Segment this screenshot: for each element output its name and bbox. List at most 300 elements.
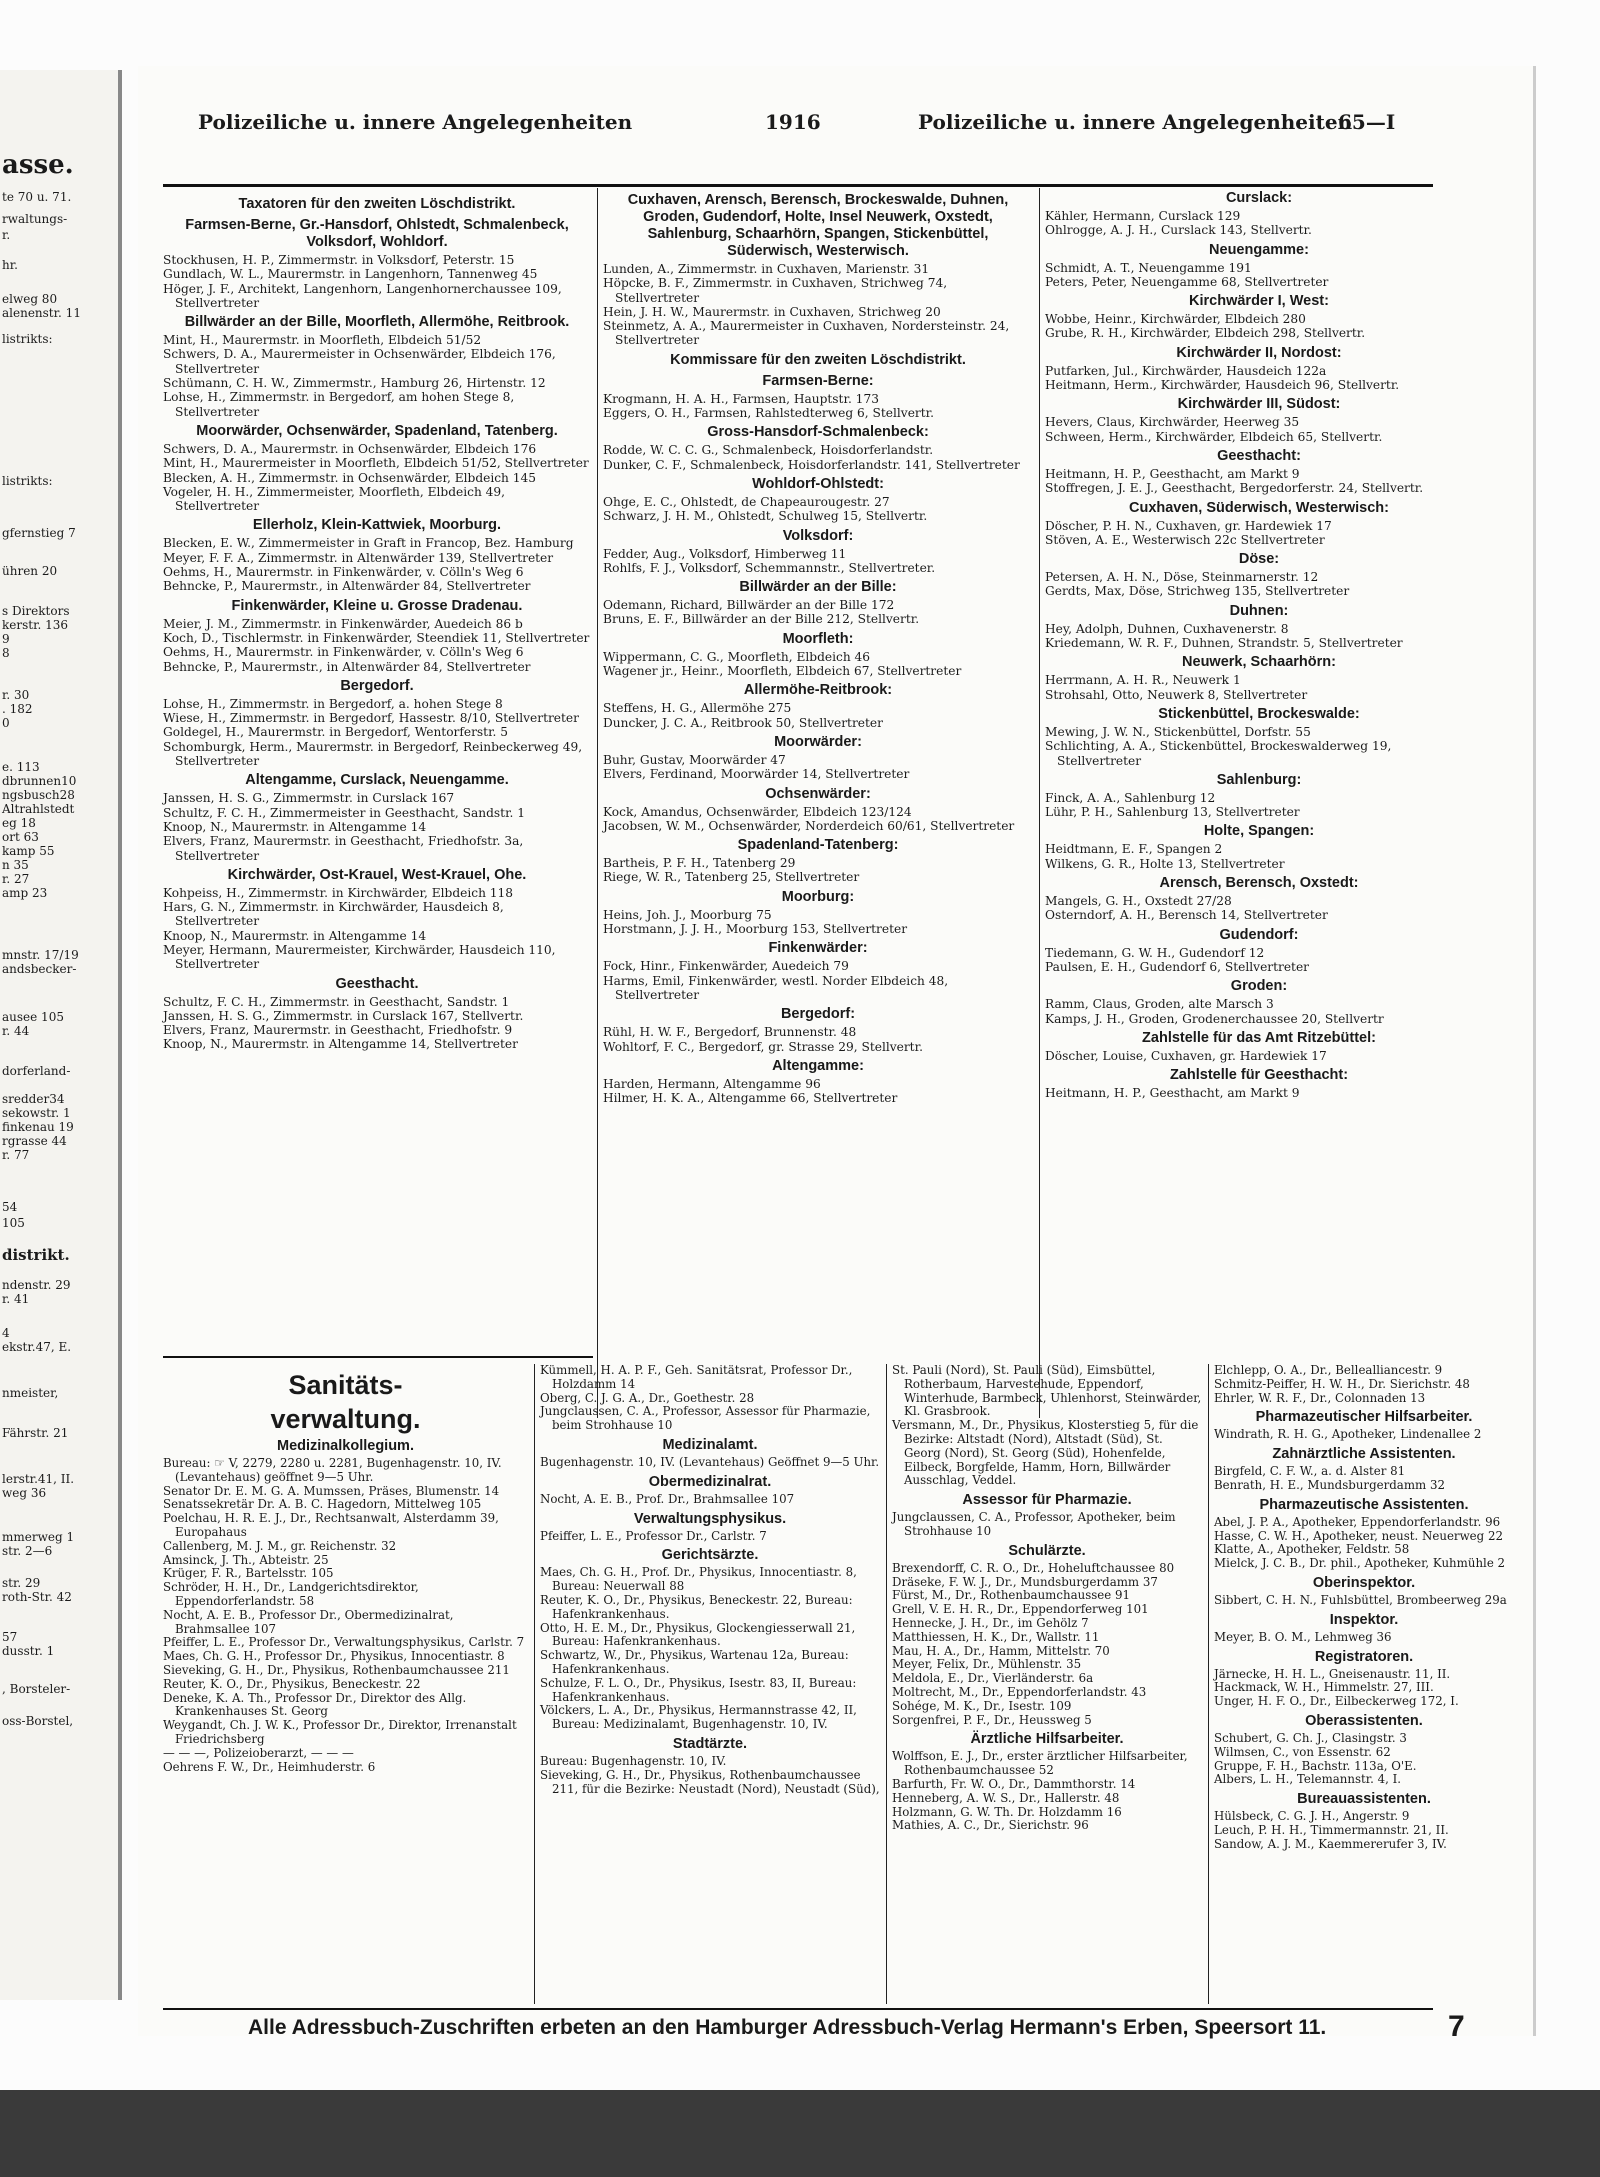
fragment-text: str. 2—6 bbox=[2, 1544, 53, 1558]
directory-entry: Schwers, D. A., Maurermeister in Ochsenwärder, Elbdeich 176, Stellvertreter bbox=[163, 347, 556, 376]
directory-entry: Unger, H. F. O., Dr., Eilbeckerweg 172, I. bbox=[1214, 1694, 1459, 1709]
directory-entry: Sibbert, C. H. N., Fuhlsbüttel, Brombeerweg 29a bbox=[1214, 1592, 1507, 1607]
directory-entry: Oehms, H., Maurermstr. in Finkenwärder, v. Cölln's Weg 6 bbox=[163, 645, 524, 660]
directory-entry: Kähler, Hermann, Curslack 129 bbox=[1045, 209, 1241, 223]
directory-entry: Schomburgk, Herm., Maurermstr. in Bergedorf, Reinbeckerweg 49, Stellvertreter bbox=[163, 739, 583, 769]
section-heading: Volksdorf: bbox=[782, 527, 854, 544]
page-header bbox=[138, 110, 1533, 150]
section-heading: Obermedizinalrat. bbox=[648, 1473, 772, 1490]
section-heading: Cuxhaven, Süderwisch, Westerwisch: bbox=[1128, 499, 1389, 516]
fragment-text: alenenstr. 11 bbox=[2, 306, 81, 320]
section-heading: Verwaltungsphysikus. bbox=[633, 1510, 787, 1527]
directory-entry: Lohse, H., Zimmermstr. in Bergedorf, am hohen Stege 8, Stellvertreter bbox=[163, 390, 515, 419]
directory-entry: Hackmack, W. H., Himmelstr. 27, III. bbox=[1214, 1680, 1434, 1695]
directory-entry: Senator Dr. E. M. G. A. Mumssen, Präses, Blumenstr. 14 bbox=[163, 1483, 500, 1498]
directory-entry: Kriedemann, W. R. F., Duhnen, Strandstr. 5, Stellvertreter bbox=[1045, 636, 1403, 651]
column-divider bbox=[886, 1364, 887, 2004]
directory-entry: Reuter, K. O., Dr., Physikus, Beneckestr. 22 bbox=[163, 1676, 421, 1691]
directory-entry: Callenberg, M. J. M., gr. Reichenstr. 32 bbox=[163, 1538, 397, 1553]
fragment-text: gfernstieg 7 bbox=[2, 526, 76, 540]
directory-entry: Sieveking, G. H., Dr., Physikus, Rothenbaumchaussee 211 bbox=[163, 1662, 510, 1677]
directory-entry: Gerdts, Max, Döse, Strichweg 135, Stellvertreter bbox=[1045, 584, 1350, 599]
directory-entry: Nocht, A. E. B., Prof. Dr., Brahmsallee 107 bbox=[540, 1491, 795, 1506]
directory-entry: Mint, H., Maurermeister in Moorfleth, Elbdeich 51/52, Stellvertreter bbox=[163, 456, 589, 471]
directory-entry: Döscher, P. H. N., Cuxhaven, gr. Hardewiek 17 bbox=[1045, 518, 1332, 533]
section-heading: Finkenwärder: bbox=[768, 940, 868, 957]
section-heading: Gerichtsärzte. bbox=[661, 1547, 759, 1564]
directory-entry: Deneke, K. A. Th., Professor Dr., Direktor des Allg. Krankenhauses St. Georg bbox=[163, 1690, 467, 1719]
directory-entry: Harms, Emil, Finkenwärder, westl. Norder Elbdeich 48, Stellvertreter bbox=[603, 973, 949, 1002]
section-heading: Taxatoren für den zweiten Löschdistrikt. bbox=[238, 196, 516, 212]
directory-entry: Schultz, F. C. H., Zimmermstr. in Geesthacht, Sandstr. 1 bbox=[163, 994, 510, 1009]
directory-entry: Krogmann, H. A. H., Farmsen, Hauptstr. 173 bbox=[603, 391, 879, 406]
fragment-text: 54 bbox=[2, 1200, 18, 1214]
directory-entry: Schween, Herm., Kirchwärder, Elbdeich 65, Stellvertr. bbox=[1045, 429, 1383, 444]
fragment-text: elweg 80 bbox=[2, 292, 58, 306]
directory-entry: Odemann, Richard, Billwärder an der Bille 172 bbox=[603, 598, 895, 613]
fragment-text: dusstr. 1 bbox=[2, 1644, 55, 1658]
section-heading: Holte, Spangen: bbox=[1203, 823, 1315, 840]
directory-entry: Bartheis, P. F. H., Tatenberg 29 bbox=[603, 856, 796, 871]
directory-entry: Moltrecht, M., Dr., Eppendorferlandstr. 43 bbox=[892, 1684, 1147, 1699]
section-heading: Altengamme, Curslack, Neuengamme. bbox=[245, 772, 509, 789]
directory-entry: Vogeler, H. H., Zimmermeister, Moorfleth, Elbdeich 49, Stellvertreter bbox=[163, 484, 506, 514]
directory-entry: Hey, Adolph, Duhnen, Cuxhavenerstr. 8 bbox=[1045, 621, 1289, 636]
fragment-text: andsbecker- bbox=[2, 962, 77, 976]
directory-entry: Schwartz, W., Dr., Physikus, Wartenau 12a, Bureau: Hafenkrankenhaus. bbox=[540, 1648, 849, 1676]
section-heading: Spadenland-Tatenberg: bbox=[737, 837, 899, 854]
directory-entry: Oehms, H., Maurermstr. in Finkenwärder, v. Cölln's Weg 6 bbox=[163, 565, 524, 580]
section-heading: Ellerholz, Klein-Kattwiek, Moorburg. bbox=[252, 517, 502, 534]
directory-entry: Meldola, E., Dr., Vierländerstr. 6a bbox=[892, 1671, 1094, 1686]
fragment-text: rgrasse 44 bbox=[2, 1134, 67, 1148]
section-heading: Moorwärder, Ochsenwärder, Spadenland, Tatenberg. bbox=[196, 422, 558, 439]
directory-entry: Amsinck, J. Th., Abteistr. 25 bbox=[163, 1552, 329, 1567]
fragment-text: s Direktors bbox=[2, 604, 70, 618]
fragment-text: sredder34 bbox=[2, 1092, 65, 1106]
directory-entry: Behncke, P., Maurermstr., in Altenwärder 84, Stellvertreter bbox=[163, 579, 531, 594]
directory-entry: Blecken, E. W., Zimmermeister in Graft in Francop, Bez. Hamburg bbox=[163, 536, 574, 551]
section-heading: Wohldorf-Ohlstedt: bbox=[752, 475, 884, 492]
fragment-text: 0 bbox=[2, 716, 10, 730]
directory-entry: Steffens, H. G., Allermöhe 275 bbox=[603, 701, 792, 716]
fragment-text: rwaltungs- bbox=[2, 212, 68, 226]
directory-entry: Mangels, G. H., Oxstedt 27/28 bbox=[1045, 894, 1232, 909]
column-3 bbox=[1045, 186, 1473, 1100]
directory-entry: Schultz, F. C. H., Zimmermeister in Geesthacht, Sandstr. 1 bbox=[163, 805, 526, 820]
section-heading: Sahlenburg: bbox=[1216, 771, 1302, 788]
directory-entry: Oehrens F. W., Dr., Heimhuderstr. 6 bbox=[163, 1759, 376, 1774]
directory-entry: Gruppe, F. H., Bachstr. 113a, O'E. bbox=[1214, 1758, 1417, 1773]
directory-entry: Maes, Ch. G. H., Professor Dr., Physikus, Innocentiastr. 8 bbox=[163, 1649, 505, 1664]
section-heading: Moorburg: bbox=[781, 888, 855, 905]
fragment-text: ort 63 bbox=[2, 830, 39, 844]
section-heading: Bergedorf: bbox=[780, 1006, 856, 1023]
directory-entry: Strohsahl, Otto, Neuwerk 8, Stellvertreter bbox=[1045, 687, 1308, 702]
directory-entry: Kohpeiss, H., Zimmermstr. in Kirchwärder, Elbdeich 118 bbox=[163, 885, 514, 900]
directory-entry: Schlichting, A. A., Stickenbüttel, Brockeswalderweg 19, Stellvertreter bbox=[1045, 739, 1392, 768]
sanitary-column-3 bbox=[892, 1364, 1202, 1833]
fragment-text: r. 41 bbox=[2, 1292, 30, 1306]
directory-entry: Schmitz-Peiffer, H. W. H., Dr. Sierichstr. 48 bbox=[1214, 1376, 1470, 1391]
directory-entry: Hasse, C. W. H., Apotheker, neust. Neuerweg 22 bbox=[1214, 1528, 1503, 1543]
directory-entry: Mielck, J. C. B., Dr. phil., Apotheker, Kuhmühle 2 bbox=[1214, 1556, 1506, 1571]
directory-entry: Windrath, R. H. G., Apotheker, Lindenallee 2 bbox=[1214, 1427, 1482, 1442]
section-heading: Zahlstelle für das Amt Ritzebüttel: bbox=[1142, 1029, 1376, 1046]
section-heading: Zahlstelle für Geesthacht: bbox=[1169, 1067, 1349, 1084]
directory-entry: Hennecke, J. H., Dr., im Gehölz 7 bbox=[892, 1615, 1089, 1630]
section-heading: Inspektor. bbox=[1329, 1611, 1399, 1628]
directory-entry: Meier, J. M., Zimmermstr. in Finkenwärder, Auedeich 86 b bbox=[163, 616, 523, 631]
sanitary-column-1 bbox=[163, 1366, 528, 1774]
directory-entry: Knoop, N., Maurermstr. in Altengamme 14 bbox=[163, 928, 427, 943]
directory-entry: Horstmann, J. J. H., Moorburg 153, Stellvertreter bbox=[603, 922, 908, 937]
directory-entry: Schwarz, J. H. M., Ohlstedt, Schulweg 15, Stellvertr. bbox=[603, 509, 928, 524]
directory-entry: Wilkens, G. R., Holte 13, Stellvertreter bbox=[1045, 856, 1285, 871]
directory-entry: Grell, V. E. H. R., Dr., Eppendorferweg 101 bbox=[892, 1602, 1149, 1617]
header-left-title: Polizeiliche u. innere Angelegenheiten bbox=[198, 110, 633, 134]
directory-entry: Lohse, H., Zimmermstr. in Bergedorf, a. hohen Stege 8 bbox=[163, 696, 503, 711]
directory-entry: Steinmetz, A. A., Maurermeister in Cuxhaven, Nordersteinstr. 24, Stellvertreter bbox=[603, 319, 1010, 348]
directory-entry: Weygandt, Ch. J. W. K., Professor Dr., Direktor, Irrenanstalt Friedrichsberg bbox=[163, 1718, 517, 1746]
directory-entry: Elchlepp, O. A., Dr., Belleallianсestr. 9 bbox=[1214, 1363, 1443, 1377]
directory-entry: Sorgenfrei, P. F., Dr., Heussweg 5 bbox=[892, 1712, 1092, 1727]
directory-entry: Reuter, K. O., Dr., Physikus, Beneckestr. 22, Bureau: Hafenkrankenhaus. bbox=[540, 1592, 853, 1621]
directory-entry: Wippermann, C. G., Moorfleth, Elbdeich 46 bbox=[603, 649, 871, 664]
section-title: verwaltung. bbox=[270, 1404, 421, 1434]
fragment-text: 8 bbox=[2, 646, 10, 660]
directory-entry: Jungclaussen, C. A., Professor, Apotheker, beim Strohhause 10 bbox=[892, 1510, 1176, 1538]
fragment-text: roth-Str. 42 bbox=[2, 1590, 72, 1604]
section-heading: Medizinalkollegium. bbox=[277, 1438, 414, 1454]
directory-entry: — — —, Polizeioberarzt, — — — bbox=[163, 1745, 354, 1760]
fragment-text: asse. bbox=[2, 150, 74, 180]
directory-entry: Stöven, A. E., Westerwisch 22c Stellvertreter bbox=[1045, 532, 1325, 547]
section-heading: Kirchwärder I, West: bbox=[1189, 293, 1329, 310]
directory-entry: Pfeiffer, L. E., Professor Dr., Carlstr. 7 bbox=[540, 1528, 767, 1543]
section-heading: Gudendorf: bbox=[1219, 926, 1299, 943]
section-heading: Neuwerk, Schaarhörn: bbox=[1182, 654, 1336, 671]
directory-entry: Hars, G. N., Zimmermstr. in Kirchwärder, Hausdeich 8, Stellvertreter bbox=[163, 900, 504, 929]
section-heading: Neuengamme: bbox=[1209, 241, 1309, 258]
directory-entry: Leuch, P. H. H., Timmermannstr. 21, II. bbox=[1214, 1822, 1449, 1837]
directory-entry: Schmidt, A. T., Neuengamme 191 bbox=[1045, 260, 1252, 275]
directory-entry: Riege, W. R., Tatenberg 25, Stellvertreter bbox=[603, 870, 860, 885]
directory-entry: Elvers, Ferdinand, Moorwärder 14, Stellvertreter bbox=[603, 767, 910, 782]
directory-entry: Fock, Hinr., Finkenwärder, Auedeich 79 bbox=[603, 959, 849, 974]
fragment-text: r. 27 bbox=[2, 872, 30, 886]
directory-entry: Lühr, P. H., Sahlenburg 13, Stellvertreter bbox=[1045, 805, 1300, 820]
section-heading: Moorfleth: bbox=[782, 630, 854, 647]
section-heading: Registratoren. bbox=[1314, 1648, 1414, 1665]
section-heading: Medizinalamt. bbox=[662, 1436, 758, 1453]
directory-entry: Bureau: Bugenhagenstr. 10, IV. bbox=[540, 1753, 727, 1768]
directory-entry: Gundlach, W. L., Maurermstr. in Langenhorn, Tannenweg 45 bbox=[163, 267, 538, 282]
directory-entry: Heins, Joh. J., Moorburg 75 bbox=[603, 907, 772, 922]
adjacent-page-fragment bbox=[0, 70, 122, 2000]
directory-entry: Heitmann, Herm., Kirchwärder, Hausdeich 96, Stellvertr. bbox=[1045, 378, 1400, 393]
directory-entry: Schröder, H. H., Dr., Landgerichtsdirektor, Eppendorferlandstr. 58 bbox=[163, 1580, 419, 1608]
fragment-text: mnstr. 17/19 bbox=[2, 948, 79, 962]
section-heading: Pharmazeutische Assistenten. bbox=[1259, 1496, 1469, 1513]
directory-entry: Bruns, E. F., Billwärder an der Bille 212, Stellvertr. bbox=[603, 612, 920, 627]
sanitary-column-4 bbox=[1214, 1364, 1514, 1852]
fragment-text: kerstr. 136 bbox=[2, 618, 69, 632]
section-heading: Allermöhe-Reitbrook: bbox=[743, 682, 893, 699]
directory-entry: Fürst, M., Dr., Rothenbaumchaussee 91 bbox=[892, 1588, 1131, 1603]
directory-entry: Schwers, D. A., Maurermstr. in Ochsenwärder, Elbdeich 176 bbox=[163, 441, 537, 456]
fragment-text: listrikts: bbox=[2, 474, 53, 488]
directory-entry: Völckers, L. A., Dr., Physikus, Hermannstrasse 42, II, Bureau: Medizinalamt, Bugenhagenstr. 10, IV. bbox=[540, 1703, 857, 1732]
fragment-text: nmeister, bbox=[2, 1386, 59, 1400]
column-divider bbox=[597, 188, 598, 1418]
directory-entry: Meyer, B. O. M., Lehmweg 36 bbox=[1214, 1629, 1392, 1644]
directory-entry: Kamps, J. H., Groden, Grodenerchaussee 20, Stellvertr bbox=[1045, 1011, 1384, 1026]
directory-entry: Wagener jr., Heinr., Moorfleth, Elbdeich 67, Stellvertreter bbox=[603, 664, 962, 679]
directory-entry: Peters, Peter, Neuengamme 68, Stellvertreter bbox=[1045, 274, 1329, 289]
fragment-text: 4 bbox=[2, 1326, 10, 1340]
fragment-text: . 182 bbox=[2, 702, 33, 716]
directory-entry: Jungclaussen, C. A., Professor, Assessor für Pharmazie, beim Strohhause 10 bbox=[540, 1404, 871, 1433]
section-title: Sanitäts- bbox=[288, 1370, 403, 1400]
directory-entry: Sohége, M. K., Dr., Isestr. 109 bbox=[892, 1698, 1072, 1713]
directory-entry: Versmann, M., Dr., Physikus, Klosterstieg 5, für die Bezirke: Altstadt (Nord), Altstadt (Süd), St. Georg (Nord), St. Georg (Süd), Hohenfelde, Eilbeck, Borgfelde, Hamm, Horn, Billwärder Ausschlag, Veddel. bbox=[892, 1418, 1199, 1488]
fragment-text: Fährstr. 21 bbox=[2, 1426, 69, 1440]
section-heading: Zahnärztliche Assistenten. bbox=[1272, 1446, 1456, 1463]
directory-entry: Janssen, H. S. G., Zimmermstr. in Curslack 167, Stellvertr. bbox=[163, 1008, 524, 1023]
section-heading: Ärztliche Hilfsarbeiter. bbox=[970, 1731, 1124, 1748]
section-heading: Billwärder an der Bille, Moorfleth, Allermöhe, Reitbrook. bbox=[184, 314, 570, 331]
section-heading: Moorwärder: bbox=[774, 733, 862, 750]
directory-entry: Järnecke, H. H. L., Gneisenaustr. 11, II. bbox=[1214, 1666, 1451, 1681]
directory-entry: Sieveking, G. H., Dr., Physikus, Rothenbaumchaussee 211, für die Bezirke: Neustadt (Nord), Neustadt (Süd), bbox=[540, 1767, 880, 1796]
section-heading: Stadtärzte. bbox=[672, 1735, 748, 1752]
directory-entry: Kock, Amandus, Ochsenwärder, Elbdeich 123/124 bbox=[603, 804, 912, 819]
directory-entry: Sandow, A. J. M., Kaemmererufer 3, IV. bbox=[1214, 1836, 1447, 1851]
fragment-text: Altrahlstedt bbox=[2, 802, 75, 816]
directory-entry: Ehrler, W. R. F., Dr., Colonnaden 13 bbox=[1214, 1390, 1426, 1405]
fragment-text: weg 36 bbox=[2, 1486, 47, 1500]
section-heading: Kirchwärder II, Nordost: bbox=[1176, 344, 1342, 361]
directory-entry: Albers, L. H., Telemannstr. 4, I. bbox=[1214, 1772, 1402, 1787]
directory-entry: Mathies, A. C., Dr., Sierichstr. 96 bbox=[892, 1818, 1089, 1833]
section-heading: Finkenwärder, Kleine u. Grosse Dradenau. bbox=[231, 597, 523, 614]
section-heading: Oberinspektor. bbox=[1312, 1574, 1416, 1591]
directory-entry: Döscher, Louise, Cuxhaven, gr. Hardewiek 17 bbox=[1045, 1048, 1327, 1063]
scan-border bbox=[0, 2090, 1600, 2177]
directory-entry: Heidtmann, E. F., Spangen 2 bbox=[1045, 842, 1223, 857]
directory-entry: Mint, H., Maurermstr. in Moorfleth, Elbdeich 51/52 bbox=[163, 333, 482, 348]
section-heading: Bureauassistenten. bbox=[1297, 1791, 1431, 1808]
directory-entry: Dunker, C. F., Schmalenbeck, Hoisdorferlandstr. 141, Stellvertreter bbox=[603, 457, 1020, 472]
directory-entry: Heitmann, H. P., Geesthacht, am Markt 9 bbox=[1045, 466, 1300, 481]
fragment-text: dorferland- bbox=[2, 1064, 71, 1078]
directory-entry: Höpcke, B. F., Zimmermstr. in Cuxhaven, Strichweg 74, Stellvertreter bbox=[603, 276, 948, 305]
section-heading: Groden: bbox=[1230, 978, 1288, 995]
directory-entry: Mau, H. A., Dr., Hamm, Mittelstr. 70 bbox=[892, 1643, 1110, 1658]
directory-entry: Rühl, H. W. F., Bergedorf, Brunnenstr. 48 bbox=[603, 1025, 857, 1040]
directory-entry: Otto, H. E. M., Dr., Physikus, Glockengiesserwall 21, Bureau: Hafenkrankenhaus. bbox=[540, 1620, 856, 1649]
directory-entry: Jacobsen, W. M., Ochsenwärder, Norderdeich 60/61, Stellvertreter bbox=[603, 818, 1015, 833]
fragment-text: 57 bbox=[2, 1630, 18, 1644]
column-divider bbox=[534, 1364, 535, 2004]
directory-entry: Schubert, G. Ch. J., Clasingstr. 3 bbox=[1214, 1730, 1407, 1745]
directory-entry: Ohge, E. C., Ohlstedt, de Chapeaurougestr. 27 bbox=[603, 494, 890, 509]
directory-entry: Knoop, N., Maurermstr. in Altengamme 14 bbox=[163, 819, 427, 834]
directory-entry: Dräseke, F. W. J., Dr., Mundsburgerdamm 37 bbox=[892, 1574, 1158, 1589]
directory-entry: Poelchau, H. R. E. J., Dr., Rechtsanwalt, Alsterdamm 39, Europahaus bbox=[163, 1511, 499, 1539]
directory-entry: Petersen, A. H. N., Döse, Steinmarnerstr. 12 bbox=[1045, 570, 1319, 585]
directory-entry: Bugenhagenstr. 10, IV. (Levantehaus) Geöffnet 9—5 Uhr. bbox=[540, 1454, 880, 1469]
directory-entry: Hein, J. H. W., Maurermstr. in Cuxhaven, Strichweg 20 bbox=[603, 304, 941, 319]
section-heading: Farmsen-Berne, Gr.-Hansdorf, Ohlstedt, Schmalenbeck, Volksdorf, Wohldorf. bbox=[185, 217, 569, 250]
fragment-text: hr. bbox=[2, 258, 18, 272]
section-heading: Farmsen-Berne: bbox=[762, 372, 874, 389]
directory-entry: Finck, A. A., Sahlenburg 12 bbox=[1045, 790, 1216, 805]
fragment-text: , Borsteler- bbox=[2, 1682, 71, 1696]
directory-entry: Barfurth, Fr. W. O., Dr., Dammthorstr. 14 bbox=[892, 1776, 1136, 1791]
section-heading: Duhnen: bbox=[1229, 602, 1289, 619]
fragment-text: listrikts: bbox=[2, 332, 53, 346]
directory-entry: Elvers, Franz, Maurermstr. in Geesthacht, Friedhofstr. 9 bbox=[163, 1023, 513, 1038]
directory-page bbox=[138, 66, 1533, 2043]
section-heading: Kommissare für den zweiten Löschdistrikt. bbox=[670, 351, 966, 368]
directory-entry: Benrath, H. E., Mundsburgerdamm 32 bbox=[1214, 1477, 1445, 1492]
directory-entry: Harden, Hermann, Altengamme 96 bbox=[603, 1076, 821, 1091]
fragment-text: r. 77 bbox=[2, 1148, 30, 1162]
directory-entry: Senatssekretär Dr. A. B. C. Hagedorn, Mittelweg 105 bbox=[163, 1497, 482, 1512]
fragment-text: eg 18 bbox=[2, 816, 36, 830]
directory-entry: Birgfeld, C. F. W., a. d. Alster 81 bbox=[1214, 1464, 1406, 1479]
section-heading: Cuxhaven, Arensch, Berensch, Brockeswalde, Duhnen, Groden, Gudendorf, Holte, Insel Neuwerk, Oxstedt, Sahlenburg, Schaarhörn, Spangen, Stickenbüttel, Süderwisch, Westerwisch. bbox=[627, 192, 1009, 259]
directory-entry: Meyer, Hermann, Maurermeister, Kirchwärder, Hausdeich 110, Stellvertreter bbox=[163, 942, 556, 972]
section-heading: Stickenbüttel, Brockeswalde: bbox=[1158, 705, 1360, 722]
fragment-text: amp 23 bbox=[2, 886, 48, 900]
directory-entry: Brexendorff, C. R. O., Dr., Hoheluftchaussee 80 bbox=[892, 1560, 1175, 1575]
fragment-text: te 70 u. 71. bbox=[2, 190, 72, 204]
fragment-text: r. 44 bbox=[2, 1024, 30, 1038]
fragment-text: 105 bbox=[2, 1216, 25, 1230]
directory-entry: Matthiessen, H. K., Dr., Wallstr. 11 bbox=[892, 1629, 1100, 1644]
directory-entry: Nocht, A. E. B., Professor Dr., Obermedizinalrat, Brahmsallee 107 bbox=[163, 1607, 454, 1636]
fragment-text: sekowstr. 1 bbox=[2, 1106, 71, 1120]
directory-entry: Hevers, Claus, Kirchwärder, Heerweg 35 bbox=[1045, 415, 1300, 430]
section-heading: Schulärzte. bbox=[1008, 1542, 1086, 1559]
directory-entry: Wohltorf, F. C., Bergedorf, gr. Strasse 29, Stellvertr. bbox=[603, 1039, 923, 1054]
section-heading: Oberassistenten. bbox=[1305, 1712, 1423, 1729]
fragment-text: ndenstr. 29 bbox=[2, 1278, 71, 1292]
header-page-code: 65—I bbox=[1338, 110, 1396, 134]
fragment-text: kamp 55 bbox=[2, 844, 55, 858]
directory-entry: Pfeiffer, L. E., Professor Dr., Verwaltungsphysikus, Carlstr. 7 bbox=[163, 1635, 525, 1650]
directory-entry: Wolffson, E. J., Dr., erster ärztlicher Hilfsarbeiter, Rothenbaumchaussee 52 bbox=[892, 1749, 1188, 1778]
section-heading: Kirchwärder, Ost-Krauel, West-Krauel, Ohe. bbox=[227, 866, 527, 883]
section-heading: Bergedorf. bbox=[340, 677, 414, 694]
fragment-text: 9 bbox=[2, 632, 10, 646]
fragment-text: ausee 105 bbox=[2, 1010, 64, 1024]
fragment-text: dbrunnen10 bbox=[2, 774, 77, 788]
fragment-text: e. 113 bbox=[2, 760, 40, 774]
directory-entry: Elvers, Franz, Maurermstr. in Geesthacht, Friedhofstr. 3a, Stellvertreter bbox=[163, 834, 524, 863]
fragment-text: mmerweg 1 bbox=[2, 1530, 75, 1544]
directory-entry: Herrmann, A. H. R., Neuwerk 1 bbox=[1045, 673, 1241, 688]
column-divider bbox=[1208, 1364, 1209, 2004]
fragment-text: lerstr.41, II. bbox=[2, 1472, 75, 1486]
directory-entry: Wobbe, Heinr., Kirchwärder, Elbdeich 280 bbox=[1045, 312, 1306, 327]
directory-entry: Klatte, A., Apotheker, Feldstr. 58 bbox=[1214, 1542, 1410, 1557]
directory-entry: Meyer, F. F. A., Zimmermstr. in Altenwärder 139, Stellvertreter bbox=[163, 550, 554, 565]
directory-entry: Stoffregen, J. E. J., Geesthacht, Bergedorferstr. 24, Stellvertr. bbox=[1045, 481, 1424, 496]
fragment-text: finkenau 19 bbox=[2, 1120, 74, 1134]
directory-entry: St. Pauli (Nord), St. Pauli (Süd), Eimsbüttel, Rotherbaum, Harvestehude, Eppendorf, Winterhude, Barmbeck, Uhlenhorst, Steinwärder, Kl. Grasbrook. bbox=[892, 1363, 1202, 1419]
section-heading: Pharmazeutischer Hilfsarbeiter. bbox=[1255, 1409, 1473, 1426]
section-heading: Geesthacht. bbox=[335, 975, 419, 992]
section-heading: Geesthacht: bbox=[1217, 447, 1301, 464]
directory-entry: Koch, D., Tischlermstr. in Finkenwärder, Steendiek 11, Stellvertreter bbox=[163, 630, 590, 645]
directory-entry: Ohlrogge, A. J. H., Curslack 143, Stellvertr. bbox=[1045, 223, 1312, 238]
directory-entry: Abel, J. P. A., Apotheker, Eppendorferlandstr. 96 bbox=[1214, 1514, 1501, 1529]
directory-entry: Maes, Ch. G. H., Prof. Dr., Physikus, Innocentiastr. 8, Bureau: Neuerwall 88 bbox=[540, 1565, 857, 1594]
directory-entry: Kümmell, H. A. P. F., Geh. Sanitätsrat, Professor Dr., Holzdamm 14 bbox=[540, 1363, 853, 1391]
directory-entry: Goldegel, H., Maurermstr. in Bergedorf, Wentorferstr. 5 bbox=[163, 725, 509, 740]
section-heading: Arensch, Berensch, Oxstedt: bbox=[1159, 875, 1359, 892]
directory-entry: Knoop, N., Maurermstr. in Altengamme 14, Stellvertreter bbox=[163, 1037, 518, 1052]
directory-entry: Henneberg, A. W. S., Dr., Hallerstr. 48 bbox=[892, 1790, 1120, 1805]
directory-entry: Oberg, C. J. G. A., Dr., Goethestr. 28 bbox=[540, 1390, 755, 1405]
directory-entry: Wilmsen, C., von Essenstr. 62 bbox=[1214, 1744, 1391, 1759]
directory-entry: Behncke, P., Maurermstr., in Altenwärder 84, Stellvertreter bbox=[163, 659, 531, 674]
directory-entry: Blecken, A. H., Zimmermstr. in Ochsenwärder, Elbdeich 145 bbox=[163, 470, 537, 485]
column-1 bbox=[163, 192, 591, 1052]
directory-entry: Ramm, Claus, Groden, alte Marsch 3 bbox=[1045, 997, 1274, 1012]
column-2 bbox=[603, 188, 1033, 1105]
directory-entry: Schulze, F. L. O., Dr., Physikus, Isestr. 83, II, Bureau: Hafenkrankenhaus. bbox=[540, 1675, 857, 1704]
section-heading: Billwärder an der Bille: bbox=[739, 579, 897, 596]
directory-entry: Duncker, J. C. A., Reitbrook 50, Stellvertreter bbox=[603, 715, 883, 730]
section-heading: Assessor für Pharmazie. bbox=[962, 1492, 1132, 1509]
directory-entry: Putfarken, Jul., Kirchwärder, Hausdeich 122a bbox=[1045, 363, 1327, 378]
directory-entry: Grube, R. H., Kirchwärder, Elbdeich 298, Stellvertr. bbox=[1045, 326, 1366, 341]
directory-entry: Bureau: ☞ V, 2279, 2280 u. 2281, Bugenhagenstr. 10, IV. (Levantehaus) geöffnet 9—5 Uhr. bbox=[163, 1456, 502, 1484]
publisher-footer: Alle Adressbuch-Zuschriften erbeten an den Hamburger Adressbuch-Verlag Hermann's Erben, Speersort 11. bbox=[248, 2016, 1327, 2039]
section-heading: Altengamme: bbox=[772, 1057, 864, 1074]
directory-entry: Stockhusen, H. P., Zimmermstr. in Volksdorf, Peterstr. 15 bbox=[163, 253, 515, 267]
fragment-text: ngsbusch28 bbox=[2, 788, 75, 802]
fragment-text: oss-Borstel, bbox=[2, 1714, 74, 1728]
directory-entry: Fedder, Aug., Volksdorf, Himberweg 11 bbox=[603, 546, 847, 561]
fragment-text: ühren 20 bbox=[2, 564, 58, 578]
section-heading: Kirchwärder III, Südost: bbox=[1177, 396, 1341, 413]
section-heading: Gross-Hansdorf-Schmalenbeck: bbox=[707, 424, 929, 441]
directory-entry: Höger, J. F., Architekt, Langenhorn, Langenhornerchaussee 109, Stellvertreter bbox=[163, 281, 562, 310]
fragment-text: str. 29 bbox=[2, 1576, 41, 1590]
column-divider bbox=[1039, 188, 1040, 1418]
header-right-title: Polizeiliche u. innere Angelegenheiten bbox=[918, 110, 1353, 134]
sanitary-column-2 bbox=[540, 1364, 880, 1796]
fragment-text: distrikt. bbox=[2, 1246, 70, 1264]
directory-entry: Mewing, J. W. N., Stickenbüttel, Dorfstr. 55 bbox=[1045, 724, 1311, 739]
directory-entry: Hülsbeck, C. G. J. H., Angerstr. 9 bbox=[1214, 1809, 1410, 1824]
directory-entry: Krüger, F. R., Bartelsstr. 105 bbox=[163, 1566, 334, 1581]
directory-entry: Lunden, A., Zimmermstr. in Cuxhaven, Marienstr. 31 bbox=[603, 262, 930, 276]
page-number: 7 bbox=[1448, 2010, 1465, 2043]
fragment-text: ekstr.47, E. bbox=[2, 1340, 72, 1354]
directory-entry: Hilmer, H. K. A., Altengamme 66, Stellvertreter bbox=[603, 1091, 898, 1106]
directory-entry: Janssen, H. S. G., Zimmermstr. in Curslack 167 bbox=[163, 791, 455, 806]
section-heading: Curslack: bbox=[1225, 190, 1293, 206]
footer-rule bbox=[163, 2008, 1433, 2010]
directory-entry: Rodde, W. C. C. G., Schmalenbeck, Hoisdorferlandstr. bbox=[603, 443, 934, 458]
